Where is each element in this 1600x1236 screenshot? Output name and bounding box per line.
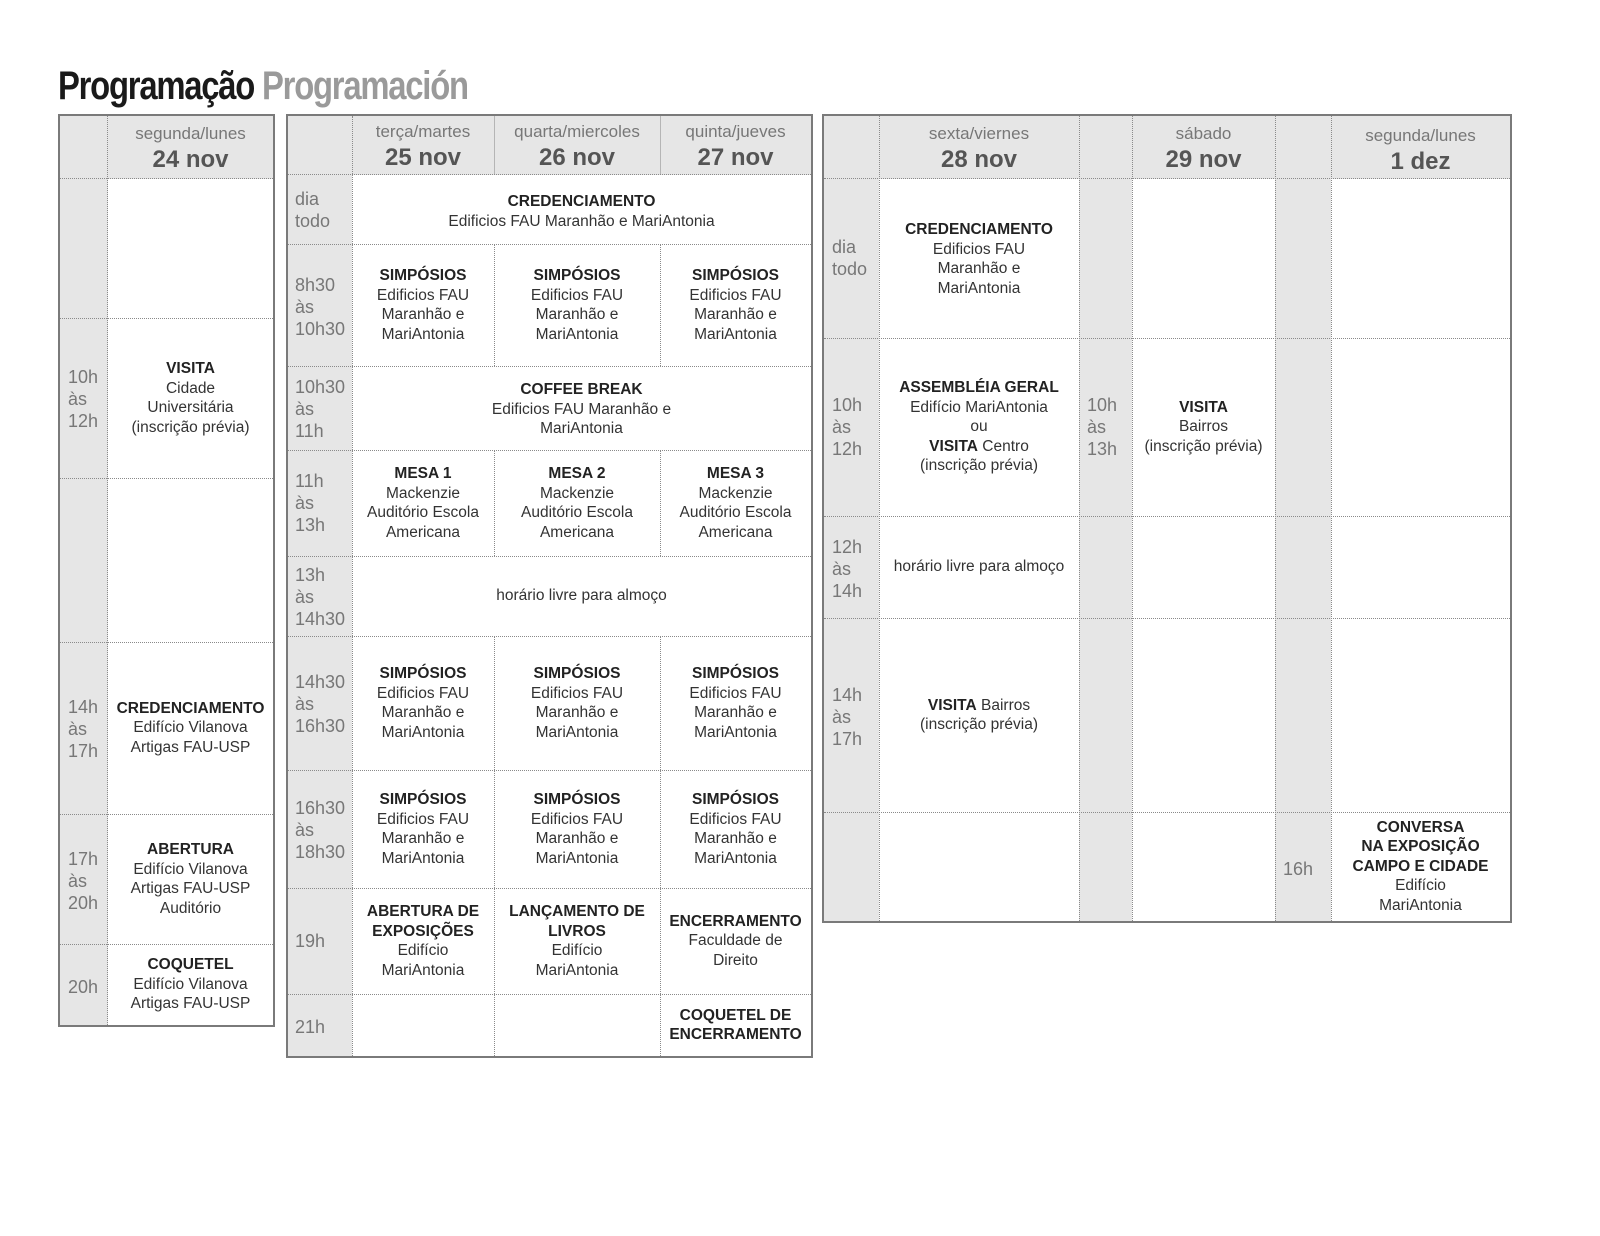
time-slot: 16h30 às 18h30 bbox=[295, 798, 346, 862]
day-date: 29 nov bbox=[1165, 146, 1242, 173]
day-name: sexta/viernes bbox=[928, 124, 1030, 143]
day-name: quarta/miercoles bbox=[514, 122, 640, 141]
time-slot: 10h às 12h bbox=[832, 395, 863, 459]
title-spanish: Programación bbox=[262, 64, 468, 108]
event-simposios: SIMPÓSIOS Edificios FAU Maranhão e MariAntonia bbox=[376, 267, 470, 343]
time-slot: 12h às 14h bbox=[832, 537, 863, 601]
time-slot: 17h às 20h bbox=[68, 849, 99, 913]
event-conversa-exposicao: CONVERSA NA EXPOSIÇÃO CAMPO E CIDADE Edifício MariAntonia bbox=[1352, 818, 1489, 914]
event-simposios: SIMPÓSIOS Edificios FAU Maranhão e MariAntonia bbox=[689, 791, 782, 867]
time-slot: 21h bbox=[295, 1017, 326, 1037]
event-almoco: horário livre para almoço bbox=[893, 558, 1065, 576]
event-simposios: SIMPÓSIOS Edificios FAU Maranhão e MariAntonia bbox=[689, 665, 782, 741]
day-date: 27 nov bbox=[697, 144, 774, 171]
event-coquetel: COQUETEL Edifício Vilanova Artigas FAU-USP bbox=[130, 956, 251, 1013]
event-simposios: SIMPÓSIOS Edificios FAU Maranhão e MariAntonia bbox=[689, 267, 782, 343]
schedule-panel-monday bbox=[58, 114, 275, 1027]
time-slot: dia todo bbox=[295, 189, 331, 231]
time-slot: 10h30 às 11h bbox=[295, 377, 346, 441]
time-slot: 10h às 13h bbox=[1087, 395, 1118, 459]
time-slot: 14h às 17h bbox=[68, 697, 99, 761]
title-portuguese: Programação bbox=[58, 64, 255, 108]
day-name: sábado bbox=[1175, 124, 1232, 143]
event-credenciamento: CREDENCIAMENTO Edificios FAU Maranhão e MariAntonia bbox=[905, 221, 1053, 297]
event-mesa-2: MESA 2 Mackenzie Auditório Escola Americana bbox=[520, 465, 633, 541]
event-credenciamento: CREDENCIAMENTO Edifício Vilanova Artigas FAU-USP bbox=[116, 699, 265, 756]
time-slot: 11h às 13h bbox=[295, 471, 326, 535]
schedule-panel-fri-mon bbox=[822, 114, 1512, 923]
event-abertura-exposicoes: ABERTURA DE EXPOSIÇÕES Edifício MariAntonia bbox=[366, 903, 480, 979]
event-visita-bairros: VISITA Bairros (inscrição prévia) bbox=[919, 696, 1038, 733]
event-simposios: SIMPÓSIOS Edificios FAU Maranhão e MariAntonia bbox=[530, 665, 624, 741]
event-visita-bairros: VISITA Bairros (inscrição prévia) bbox=[1144, 398, 1263, 455]
event-encerramento: ENCERRAMENTO Faculdade de Direito bbox=[669, 912, 802, 969]
page-title bbox=[58, 64, 468, 109]
event-abertura: ABERTURA Edifício Vilanova Artigas FAU-USP Auditório bbox=[130, 841, 251, 917]
day-date: 1 dez bbox=[1390, 148, 1451, 175]
event-mesa-1: MESA 1 Mackenzie Auditório Escola Americana bbox=[366, 465, 479, 541]
day-date: 28 nov bbox=[940, 146, 1018, 173]
event-almoco: horário livre para almoço bbox=[496, 587, 667, 605]
event-simposios: SIMPÓSIOS Edificios FAU Maranhão e MariAntonia bbox=[376, 791, 470, 867]
time-slot: 14h às 17h bbox=[832, 685, 863, 749]
day-date: 25 nov bbox=[384, 144, 462, 171]
event-credenciamento: CREDENCIAMENTO Edificios FAU Maranhão e MariAntonia bbox=[448, 193, 715, 230]
event-simposios: SIMPÓSIOS Edificios FAU Maranhão e MariAntonia bbox=[530, 791, 624, 867]
time-slot: 19h bbox=[295, 931, 326, 951]
event-mesa-3: MESA 3 Mackenzie Auditório Escola Americana bbox=[679, 465, 792, 541]
event-assembleia-geral: ASSEMBLÉIA GERAL Edifício MariAntonia ou VISITA Centro (inscrição prévia) bbox=[899, 379, 1059, 475]
day-date: 26 nov bbox=[538, 144, 616, 171]
time-slot: 8h30 às 10h30 bbox=[295, 275, 346, 339]
event-simposios: SIMPÓSIOS Edificios FAU Maranhão e MariAntonia bbox=[376, 665, 470, 741]
time-slot: 13h às 14h30 bbox=[295, 565, 346, 629]
time-slot: 20h bbox=[68, 977, 99, 997]
day-name: quinta/jueves bbox=[685, 122, 786, 141]
day-date: 24 nov bbox=[152, 146, 229, 173]
event-simposios: SIMPÓSIOS Edificios FAU Maranhão e MariAntonia bbox=[530, 267, 624, 343]
day-name: segunda/lunes bbox=[135, 124, 246, 143]
event-visita: VISITA Cidade Universitária (inscrição prévia) bbox=[131, 360, 250, 436]
day-name: terça/martes bbox=[375, 122, 471, 141]
time-slot: 10h às 12h bbox=[68, 367, 99, 431]
time-slot: 14h30 às 16h30 bbox=[295, 672, 346, 736]
event-lancamento-livros: LANÇAMENTO DE LIVROS Edifício MariAntonia bbox=[509, 903, 645, 979]
time-slot: dia todo bbox=[832, 237, 868, 279]
schedule-panel-tue-thu bbox=[286, 114, 813, 1058]
event-coquetel-encerramento: COQUETEL DE ENCERRAMENTO bbox=[669, 1006, 802, 1043]
day-name: segunda/lunes bbox=[1365, 126, 1476, 145]
event-coffee-break: COFFEE BREAK Edificios FAU Maranhão e MariAntonia bbox=[491, 381, 672, 437]
time-slot: 16h bbox=[1283, 859, 1314, 879]
